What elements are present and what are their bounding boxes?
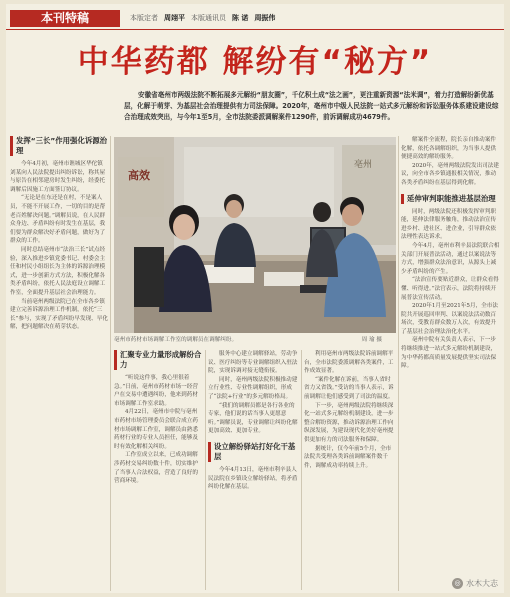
mid-c-paragraph: “案件化解在诉前，当事人省时省力又省钱。”受访的当事人表示，诉前调解让他们感受到了司法的温度。 bbox=[304, 376, 394, 400]
wall-sign-right: 亳州 bbox=[354, 160, 373, 170]
deck: 安徽省亳州市两级法院不断拓展多元解纷“朋友圈”，千亿积土成“法之画”，更注重新资源“法米调”，着力打造解纷新优基层，化解于萌芽、为基层社会治理提供有力司法保障。2020年，亳州市中级人民法院一站式多元解纷和诉讼服务体系建设建设综合治理成效突出，与今年1至5月，全市法院委派调解案件1290件，前诉调解成功4679件。 bbox=[124, 91, 499, 121]
byline bbox=[130, 12, 275, 25]
watermark bbox=[452, 578, 498, 589]
photo-illustration bbox=[114, 137, 396, 333]
mid-a-paragraph: “听说这件事，我心里很着急。”日前，亳州市药材市场一经营户在交易中遭遇纠纷，他来到药材市场调解工作室求助。 bbox=[114, 375, 198, 407]
editor-label: 本版定者 bbox=[130, 14, 158, 22]
column-divider bbox=[110, 136, 111, 591]
reporter-name-2: 周振伟 bbox=[254, 14, 276, 22]
editor-name: 周翊平 bbox=[164, 14, 185, 22]
mid-b-subhead: 设立解纷驿站打好化干基层 bbox=[208, 442, 298, 462]
photographer-credit: 周 瑜 摄 bbox=[361, 337, 382, 343]
reporter-name-1: 陈 诺 bbox=[232, 14, 249, 22]
left-paragraph: 当前亳州两级法院已在全市各乡镇建立完善诉源治理工作机制，依托“三长”参与，实现了矛盾纠纷早发现、早化解，把问题解决在萌芽状态。 bbox=[10, 298, 108, 331]
mid-a-subhead: 汇聚专业力量形成解纷合力 bbox=[114, 350, 202, 370]
right-column bbox=[401, 136, 501, 591]
right-paragraph: 2020年1月至2021年5月，全市法院共开展巡回审判、以案说法活动数百场次，受教育群众数万人次，有效提升了基层社会治理法治化水平。 bbox=[401, 303, 498, 335]
mid-b-paragraph: 今年4月13日，亳州市利辛县人民法院在乡镇设立解纷驿站，将矛盾纠纷化解在基层。 bbox=[208, 466, 298, 491]
column-divider bbox=[301, 350, 302, 590]
page-header bbox=[6, 10, 504, 27]
watermark-text: 水木大志 bbox=[466, 579, 498, 588]
headline: 中华药都 解纷有“秘方” bbox=[77, 44, 433, 80]
mid-b-paragraph: “我们的调解员都是各行各业的专家，他们说的话当事人更愿意听。”调解员说，专业调解让纠纷化解更加高效、更加专业。 bbox=[208, 402, 298, 435]
right-paragraph: 解案件全流程，院长亲自推动案件化解，依托各调解组织，为当事人提供便捷高效的解纷服务。 bbox=[401, 137, 497, 161]
mid-c-paragraph: 下一步，亳州两级法院将继续深化一站式多元解纷机制建设，进一步整合解纷资源，推动诉源治理工作向纵深发展，为建设现代化美好亳州提供更加有力的司法服务和保障。 bbox=[304, 402, 394, 443]
middle-column-b bbox=[208, 350, 298, 590]
mid-c-paragraph: 据统计，仅今年前5个月，全市法院共受理各类诉前调解案件数千件，调解成功率持续上升。 bbox=[304, 445, 392, 469]
news-photo bbox=[114, 137, 396, 333]
middle-column-c bbox=[304, 350, 396, 590]
right-paragraph: “法治宣传要贴近群众，让群众看得懂、听得进。”法官表示，法院将持续开展普法宣传活动。 bbox=[401, 277, 499, 301]
right-paragraph: 2020年，亳州两级法院发出司法建议，向全市各乡镇通报相关情况，推动各类矛盾纠纷在基层得到化解。 bbox=[401, 162, 499, 186]
left-paragraph: 同时总结亳州市“法治三长”试点经验，深入推进乡镇党委书记、村委会主任和村民小组组长为主体的诉源治理模式，进一步创新方式方法，积极化解各类矛盾纠纷，依托人民法庭设立调解工作室，全面提升基层社会治理能力。 bbox=[10, 246, 106, 296]
right-subhead: 延伸审判职能推进基层治理 bbox=[401, 194, 501, 204]
column-divider bbox=[398, 136, 399, 591]
header-rule bbox=[6, 29, 504, 30]
reporter-label: 本版通讯员 bbox=[191, 14, 226, 22]
column-divider bbox=[205, 350, 206, 590]
right-paragraph: 同时，两级法院还积极发挥审判职能，延伸法律服务触角，推动法治宣传进乡村、进社区、进企业，引导群众依法理性表达诉求。 bbox=[401, 208, 497, 241]
mid-a-paragraph: 工作室成立以来，已成功调解涉药材交易纠纷数十件，切实维护了当事人合法权益，营造了良好的营商环境。 bbox=[114, 452, 198, 485]
right-paragraph: 亳州中院有关负责人表示，下一步将继续推进一站式多元解纷机制建设，为中华药都高质量发展提供坚实司法保障。 bbox=[401, 337, 497, 370]
mid-b-paragraph: 服务中心建立调解驿站，劳动争议、医疗纠纷等专业调解组织入驻法院，实现诉调对接无缝衔接。 bbox=[208, 351, 298, 375]
mid-c-paragraph: 利用亳州市两级法院诉前调解平台，全市法院委派调解各类案件，工作成效显著。 bbox=[304, 351, 394, 375]
wall-sign-left: 高效 bbox=[128, 169, 150, 182]
mid-b-paragraph: 同时，亳州两级法院积极推动建立行业性、专业性调解组织，形成了“法院+行业”的多元解纷格局。 bbox=[208, 376, 298, 400]
newspaper-page bbox=[6, 4, 504, 593]
left-paragraph: 今年4月初，亳州市谯城区华佗镇刘某向人民法院提出纠纷诉讼，称其屋与原告在相邻建房时发生纠纷，经委托调解后因施工方面签订协议。 bbox=[10, 161, 106, 193]
mid-a-paragraph: 4月22日，亳州市中院与亳州市药材市场管理委员会联合成立药材市场调解工作室，调解员由熟悉药材行业的专业人员担任，能够及时有效化解相关纠纷。 bbox=[114, 409, 198, 450]
caption-text: 亳州市药材市场调解工作室的调解员在调解纠纷。 bbox=[114, 337, 238, 343]
photo-caption bbox=[114, 334, 396, 346]
section-tag: 本刊特稿 bbox=[10, 10, 120, 27]
left-column bbox=[10, 136, 108, 591]
middle-column-a bbox=[114, 350, 202, 590]
right-paragraph: 今年4月，亳州市利辛县法院联合相关部门开展普法活动，通过以案说法等方式，增强群众法治意识，从源头上减少矛盾纠纷的产生。 bbox=[401, 242, 500, 275]
left-subhead: 发挥“三长”作用强化诉源治理 bbox=[10, 136, 108, 156]
left-paragraph: “无论是在东还是在村，不是案人员，不能不开展工作，一切的目的是帮老百姓解决问题。”调解员说，在人民群众身边、矛盾纠纷有时发生在基层，我们要为群众解决好矛盾问题，做好为了群众的工作。 bbox=[10, 195, 106, 245]
watermark-icon: ◎ bbox=[452, 578, 463, 589]
